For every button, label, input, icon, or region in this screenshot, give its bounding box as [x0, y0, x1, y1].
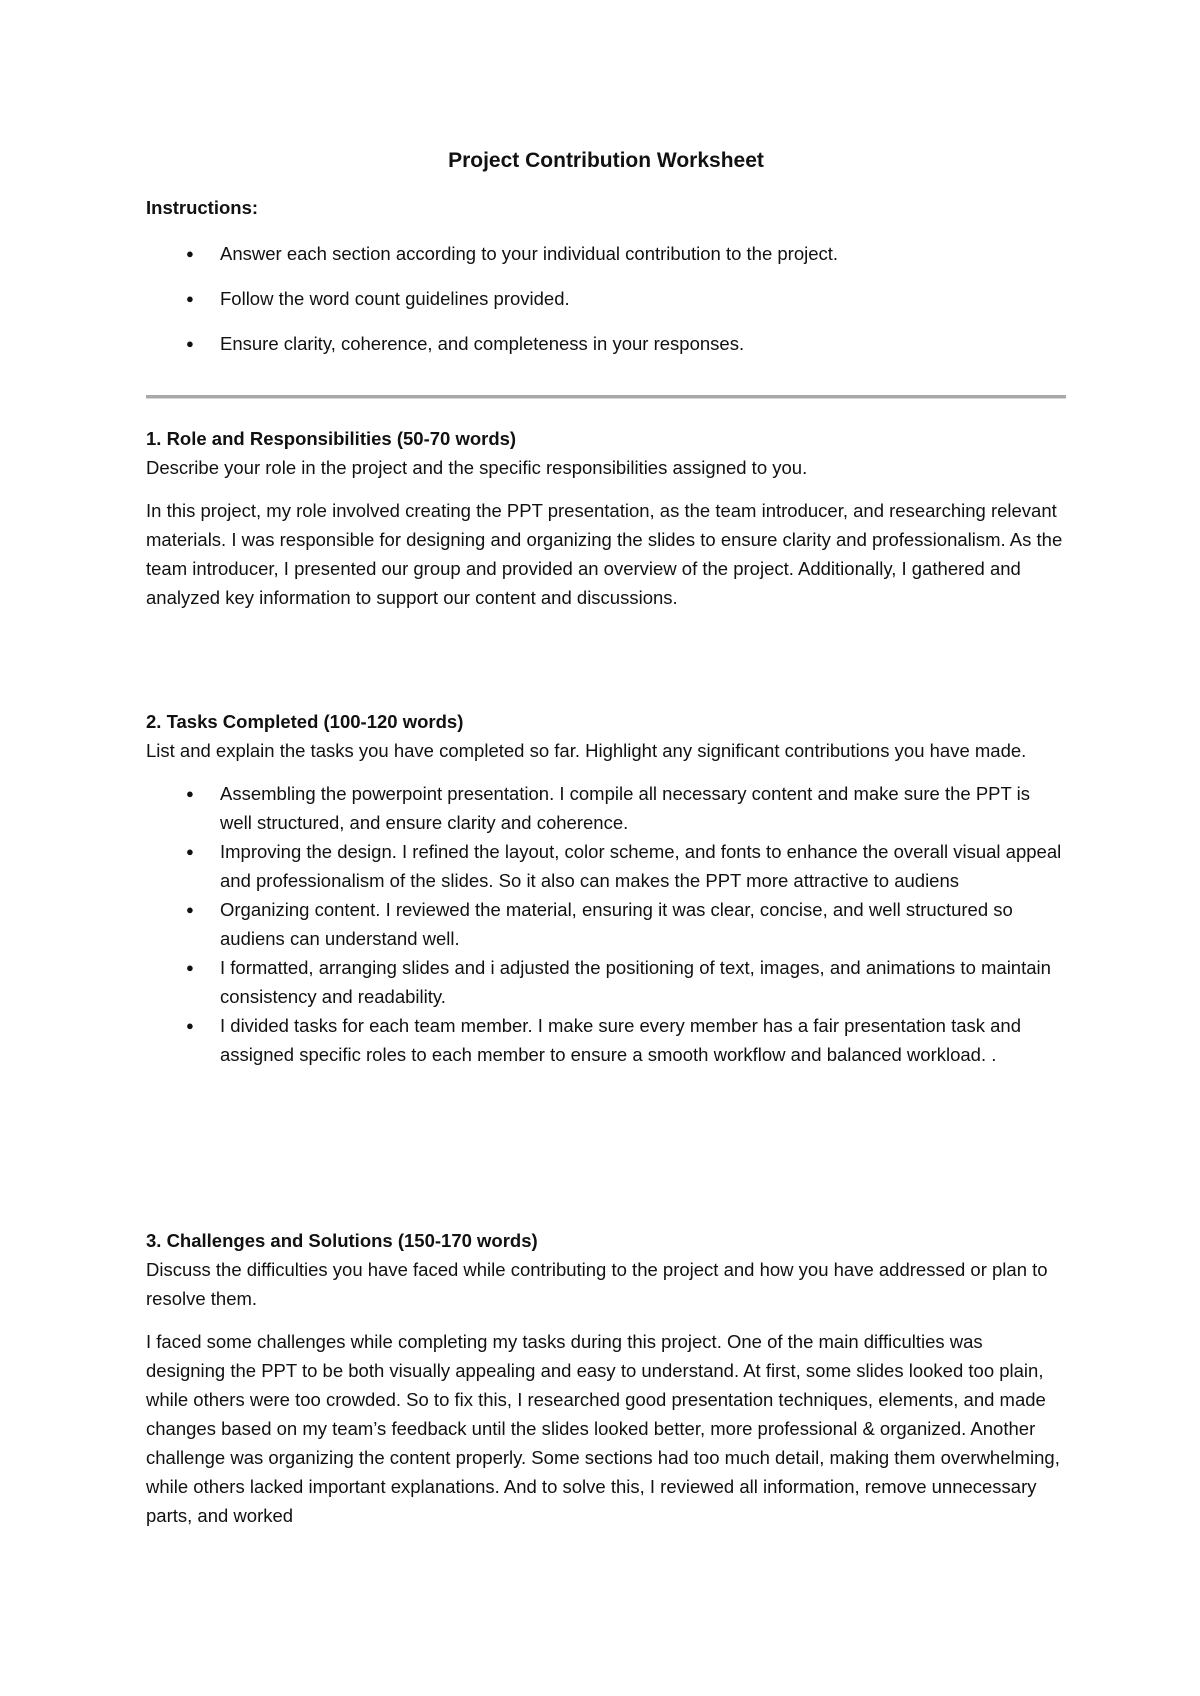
bullet-icon: ●	[186, 902, 194, 917]
section-heading: 3. Challenges and Solutions (150-170 words)	[146, 1230, 538, 1251]
task-item	[146, 779, 1066, 837]
bullet-icon: ●	[186, 844, 194, 859]
instruction-text: Ensure clarity, coherence, and completeness in your responses.	[220, 333, 745, 354]
section-answer: I faced some challenges while completing my tasks during this project. One of the main difficulties was designing the PPT to be both visually appealing and easy to understand. At first, some slides looked too plain, while others were too crowded. So to fix this, I researched good presentation techniques, elements, and made changes based on my team’s feedback until the slides looked better, more professional & organized. Another challenge was organizing the content properly. Some sections had too much detail, making them overwhelming, while others lacked important explanations. And to solve this, I reviewed all information, remove unnecessary parts, and worked	[146, 1331, 1060, 1526]
task-text: I formatted, arranging slides and i adjusted the positioning of text, images, and animations to maintain consistency and readability.	[220, 957, 1051, 1007]
tasks-list	[146, 779, 1066, 1069]
document-title: Project Contribution Worksheet	[448, 149, 764, 172]
instructions-label: Instructions:	[146, 197, 259, 218]
section-heading: 2. Tasks Completed (100-120 words)	[146, 711, 464, 732]
bullet-icon: ●	[186, 246, 194, 261]
task-text: I divided tasks for each team member. I make sure every member has a fair presentation task and assigned specific roles to each member to ensure a smooth workflow and balanced workload. .	[220, 1015, 1022, 1065]
section-prompt: Describe your role in the project and the specific responsibilities assigned to you.	[146, 457, 808, 478]
section-tasks-completed	[146, 707, 1066, 1069]
section-prompt: List and explain the tasks you have completed so far. Highlight any significant contributions you have made.	[146, 740, 1027, 761]
bullet-icon: ●	[186, 336, 194, 351]
task-item	[146, 895, 1066, 953]
task-item	[146, 953, 1066, 1011]
task-item	[146, 1011, 1066, 1069]
section-challenges-solutions	[146, 1226, 1066, 1530]
instruction-item	[146, 287, 1066, 332]
instruction-text: Answer each section according to your individual contribution to the project.	[220, 243, 839, 264]
task-text: Assembling the powerpoint presentation. I compile all necessary content and make sure the PPT is well structured, and ensure clarity and coherence.	[220, 783, 1030, 833]
bullet-icon: ●	[186, 1018, 194, 1033]
instruction-text: Follow the word count guidelines provided.	[220, 288, 570, 309]
section-prompt: Discuss the difficulties you have faced while contributing to the project and how you have addressed or plan to resolve them.	[146, 1259, 1048, 1309]
bullet-icon: ●	[186, 786, 194, 801]
instructions-list	[146, 242, 1066, 377]
task-text: Improving the design. I refined the layout, color scheme, and fonts to enhance the overall visual appeal and professionalism of the slides. So it also can makes the PPT more attractive to audiens	[220, 841, 1062, 891]
task-item	[146, 837, 1066, 895]
section-role-responsibilities	[146, 424, 1066, 612]
section-heading: 1. Role and Responsibilities (50-70 words)	[146, 428, 517, 449]
section-answer: In this project, my role involved creating the PPT presentation, as the team introducer, and researching relevant materials. I was responsible for designing and organizing the slides to ensure clarity and professionalism. As the team introducer, I presented our group and provided an overview of the project. Additionally, I gathered and analyzed key information to support our content and discussions.	[146, 500, 1063, 608]
bullet-icon: ●	[186, 960, 194, 975]
instruction-item	[146, 332, 1066, 377]
task-text: Organizing content. I reviewed the material, ensuring it was clear, concise, and well structured so audiens can understand well.	[220, 899, 1013, 949]
horizontal-divider	[146, 395, 1066, 399]
bullet-icon: ●	[186, 291, 194, 306]
instruction-item	[146, 242, 1066, 287]
